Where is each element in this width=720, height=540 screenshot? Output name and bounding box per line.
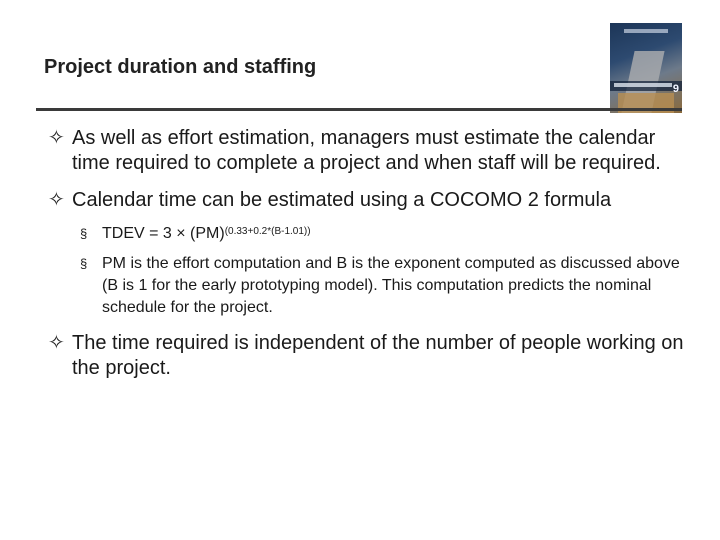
cover-title-lettering — [614, 83, 672, 87]
cover-edition-number: 9 — [672, 83, 679, 95]
bullet-3-text: The time required is independent of the number of people working on the project. — [72, 332, 684, 379]
subbullet-2-text: PM is the effort computation and B is the exponent computed as discussed above (B is 1 for the early prototyping model). This computation predicts the nominal schedule for the project. — [102, 255, 680, 316]
bullet-marker-icon: ✧ — [48, 189, 65, 211]
bullet-2 — [48, 188, 688, 213]
subbullet-marker-icon: § — [80, 226, 88, 241]
bullet-3 — [48, 331, 688, 381]
title-divider — [36, 108, 682, 111]
slide-title: Project duration and staffing — [44, 56, 317, 78]
cover-top-strip — [624, 29, 668, 33]
bullet-2-text: Calendar time can be estimated using a COCOMO 2 formula — [72, 189, 612, 211]
subbullet-1 — [48, 223, 688, 245]
bullet-marker-icon: ✧ — [48, 332, 65, 354]
bullet-marker-icon: ✧ — [48, 127, 65, 149]
bullet-1 — [48, 126, 688, 176]
bullet-1-text: As well as effort estimation, managers must estimate the calendar time required to complete a project and when staff will be required. — [72, 127, 661, 174]
subbullet-2 — [48, 253, 688, 319]
slide-body — [48, 126, 688, 393]
formula-exponent: (0.33+0.2*(B-1.01)) — [224, 226, 311, 237]
subbullet-marker-icon: § — [80, 256, 88, 271]
subbullet-1-text: TDEV = 3 × (PM) — [102, 225, 225, 242]
book-cover-image — [610, 23, 682, 113]
